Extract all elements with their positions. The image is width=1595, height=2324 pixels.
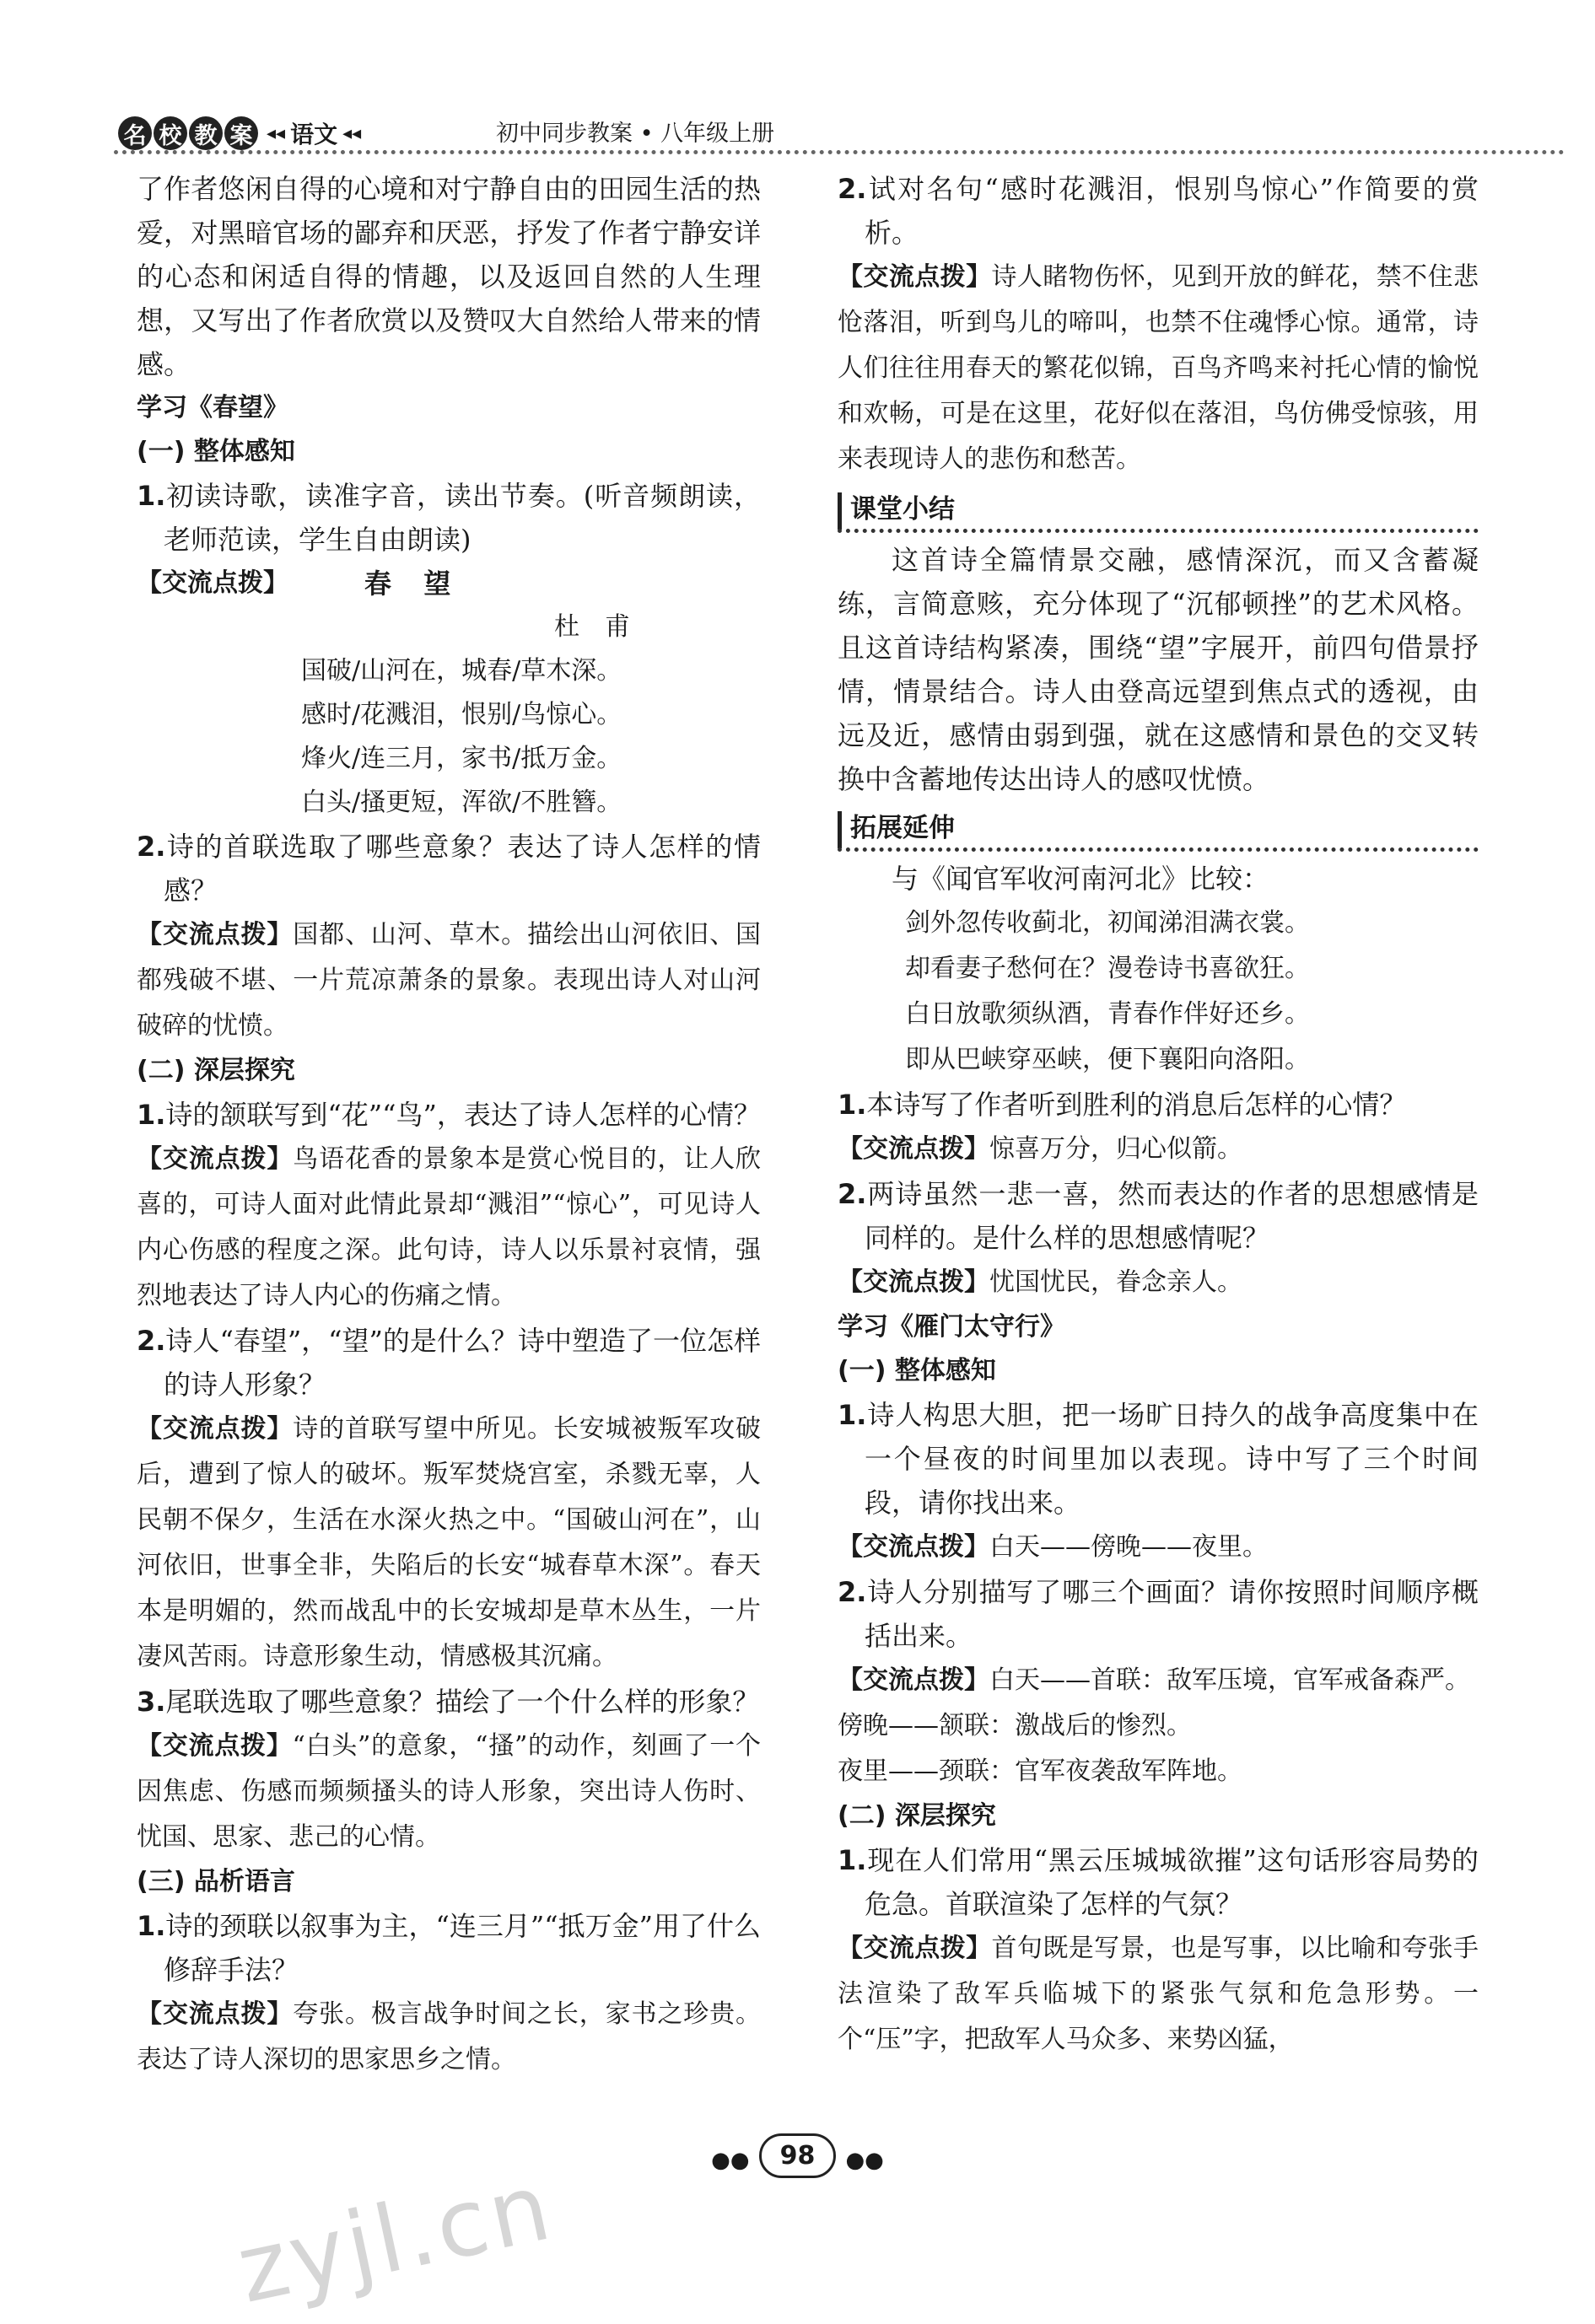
question-number: 3. [137,1686,166,1718]
section-heading: (一) 整体感知 [137,437,295,466]
question-text: 现在人们常用“黑云压城城欲摧”这句话形容局势的危急。首联渲染了怎样的气氛？ [865,1844,1479,1920]
answer-text: 忧国忧民，眷念亲人。 [989,1267,1242,1297]
section-heading: (一) 整体感知 [838,1356,996,1385]
question [838,167,1479,255]
brand-char: 教 [189,116,223,150]
subject-label [261,116,366,150]
answer-text: 夸张。极言战争时间之长，家书之珍贵。表达了诗人深切的思家思乡之情。 [137,1999,762,2074]
study-title: 学习《雁门太守行》 [838,1312,1065,1342]
question-number: 1. [838,1844,867,1876]
section-heading: (二) 深层探究 [838,1801,996,1831]
summary-banner [838,487,1479,535]
question-number: 1. [838,1399,867,1431]
question [838,1838,1479,1926]
answer-text: 惊喜万分，归心似箭。 [989,1134,1242,1164]
question [838,1083,1479,1127]
answer-line: 傍晚——颔联：激战后的惨烈。 [838,1711,1192,1740]
question-text: 初读诗歌，读准字音，读出节奏。(听音频朗读，老师范读，学生自由朗读) [164,480,761,556]
subject-text: 语文 [290,121,338,148]
question-text: 尾联选取了哪些意象？描绘了一个什么样的形象？ [165,1686,760,1718]
decor-dots-icon: ●● [845,2147,884,2173]
section-heading: (三) 品析语言 [137,1867,295,1896]
question-number: 2. [838,1178,867,1210]
question-number: 1. [137,1910,166,1942]
section-heading: (二) 深层探究 [137,1056,295,1085]
answer-label: 【交流点拨】 [838,1665,989,1695]
answer-label: 【交流点拨】 [838,1532,989,1562]
question-text: 诗人构思大胆，把一场旷日持久的战争高度集中在一个昼夜的时间里加以表现。诗中写了三个时间段，请你找出来。 [865,1399,1479,1519]
answer [838,1525,1479,1570]
poem-line: 感时/花溅泪，恨别/鸟惊心。 [301,700,622,729]
answer-label: 【交流点拨】 [137,1999,294,2029]
poem-line: 即从巴峡穿巫峡，便下襄阳向洛阳。 [905,1045,1310,1074]
answer-text: 白天——首联：敌军压境，官军戒备森严。 [989,1665,1470,1695]
question-number: 1. [137,1099,166,1131]
question-number: 1. [838,1089,867,1121]
poem-line: 烽火/连三月，家书/抵万金。 [301,744,622,773]
answer-label: 【交流点拨】 [137,920,294,950]
banner-rule [838,847,1479,852]
compare-intro: 与《闻官军收河南河北》比较： [892,863,1270,895]
answer [838,255,1479,482]
banner-rule [838,529,1479,533]
page-number: 98 [759,2133,837,2178]
page-header [0,0,1595,160]
question-text: 诗的首联选取了哪些意象？表达了诗人怎样的情感？ [164,831,761,906]
answer-label: 【交流点拨】 [137,1414,294,1444]
page-footer [0,2133,1595,2178]
right-column [838,167,1479,2063]
watermark: zyjl.cn [228,2152,563,2324]
question [137,1904,761,1992]
answer-text: 国都、山河、草木。描绘出山河依旧、国都残破不堪、一片荒凉萧条的景象。表现出诗人对山河破碎的忧愤。 [137,920,762,1041]
answer-label: 【交流点拨】 [838,262,992,292]
intro-paragraph: 了作者悠闲自得的心境和对宁静自由的田园生活的热爱，对黑暗官场的鄙弃和厌恶，抒发了作者宁静安详的心态和闲适自得的情趣，以及返回自然的人生理想，又写出了作者欣赏以及赞叹大自然给人带来的情感。 [137,173,761,380]
banner-title: 拓展延伸 [850,813,955,843]
question-text: 诗的颈联以叙事为主，“连三月”“抵万金”用了什么修辞手法？ [164,1910,761,1986]
question-number: 2. [838,173,867,205]
header-divider [114,150,1565,154]
answer [137,1137,761,1319]
question-number: 2. [137,831,166,863]
question-number: 1. [137,480,166,512]
answer-label: 【交流点拨】 [137,1731,293,1761]
left-column [137,167,761,2083]
question [137,1093,761,1137]
question-text: 诗人分别描写了哪三个画面？请你按照时间顺序概括出来。 [865,1576,1479,1652]
extension-banner [838,806,1479,853]
banner-bar [838,811,842,848]
poem-line: 剑外忽传收蓟北，初闻涕泪满衣裳。 [905,908,1310,938]
answer [137,1407,761,1680]
question [137,1680,761,1724]
question [137,474,761,562]
answer [838,1926,1479,2063]
question [838,1172,1479,1260]
answer-label: 【交流点拨】 [137,568,288,598]
answer [137,1992,761,2083]
poem-line: 白头/搔更短，浑欲/不胜簪。 [301,788,622,817]
question [838,1570,1479,1658]
answer-text: “白头”的意象，“搔”的动作，刻画了一个因焦虑、伤感而频频搔头的诗人形象，突出诗人伤时、忧国、思家、悲己的心情。 [137,1731,761,1852]
answer [137,912,761,1049]
question-number: 2. [838,1576,867,1608]
answer-text: 诗的首联写望中所见。长安城被叛军攻破后，遭到了惊人的破坏。叛军焚烧宫室，杀戮无辜，人民朝不保夕，生活在水深火热之中。“国破山河在”，山河依旧，世事全非，失陷后的长安“城春草木深”。春天本是明媚的，然而战乱中的长安城却是草木丛生，一片凄风苦雨。诗意形象生动，情感极其沉痛。 [137,1414,762,1671]
arrows-icon: ◂◂ [267,122,286,144]
answer-text: 白天——傍晚——夜里。 [989,1532,1268,1562]
summary-paragraph: 这首诗全篇情景交融，感情深沉，而又含蓄凝练，言简意赅，充分体现了“沉郁顿挫”的艺术风格。且这首诗结构紧凑，围绕“望”字展开，前四句借景抒情，情景结合。诗人由登高远望到焦点式的透视，由远及近，感情由弱到强，就在这感情和景色的交叉转换中含蓄地传达出诗人的感叹忧愤。 [838,544,1479,795]
question-text: 诗人“春望”，“望”的是什么？诗中塑造了一位怎样的诗人形象？ [164,1325,761,1401]
answer [838,1127,1479,1172]
poem-line: 国破/山河在，城春/草木深。 [301,656,622,686]
banner-bar [838,492,842,530]
answer-text: 诗人睹物伤怀，见到开放的鲜花，禁不住悲怆落泪，听到鸟儿的啼叫，也禁不住魂悸心惊。通常，诗人们往往用春天的繁花似锦，百鸟齐鸣来衬托心情的愉悦和欢畅，可是在这里，花好似在落泪，鸟仿佛受惊骇，用来表现诗人的悲伤和愁苦。 [838,262,1479,474]
banner-title: 课堂小结 [850,494,955,525]
study-title: 学习《春望》 [137,393,288,422]
question-number: 2. [137,1325,166,1357]
question-text: 两诗虽然一悲一喜，然而表达的作者的思想感情是同样的。是什么样的思想感情呢？ [865,1178,1479,1254]
poem-line: 白日放歌须纵酒，青春作伴好还乡。 [905,999,1310,1029]
answer-label: 【交流点拨】 [838,1134,989,1164]
answer-text: 首句既是写景，也是写事，以比喻和夸张手法渲染了敌军兵临城下的紧张气氛和危急形势。一个“压”字，把敌军人马众多、来势凶猛， [838,1934,1479,2054]
arrows-icon: ◂◂ [342,122,362,144]
poem-line: 却看妻子愁何在？漫卷诗书喜欲狂。 [905,954,1310,983]
poem-title: 春望 [364,568,483,600]
book-title: 初中同步教案 • 八年级上册 [496,121,775,147]
brand-logo [118,116,260,150]
answer-label: 【交流点拨】 [838,1934,992,1963]
question [137,1319,761,1407]
answer [838,1260,1479,1305]
answer-line: 夜里——颈联：官军夜袭敌军阵地。 [838,1756,1242,1786]
brand-char: 校 [154,116,187,150]
question [137,825,761,912]
poem-author: 杜甫 [554,612,655,642]
answer-label: 【交流点拨】 [838,1267,989,1297]
question-text: 本诗写了作者听到胜利的消息后怎样的心情？ [866,1089,1407,1121]
question [838,1393,1479,1525]
brand-char: 案 [224,116,258,150]
decor-dots-icon: ●● [711,2147,750,2173]
answer [838,1658,1479,1703]
brand-char: 名 [118,116,152,150]
answer-text: 鸟语花香的景象本是赏心悦目的，让人欣喜的，可诗人面对此情此景却“溅泪”“惊心”，可见诗人内心伤感的程度之深。此句诗，诗人以乐景衬哀情，强烈地表达了诗人内心的伤痛之情。 [137,1144,762,1310]
answer-label: 【交流点拨】 [137,1144,294,1174]
answer [137,1724,761,1860]
question-text: 试对名句“感时花溅泪，恨别鸟惊心”作简要的赏析。 [865,173,1479,249]
poem-block [137,562,761,825]
question-text: 诗的颔联写到“花”“鸟”，表达了诗人怎样的心情？ [165,1099,761,1131]
